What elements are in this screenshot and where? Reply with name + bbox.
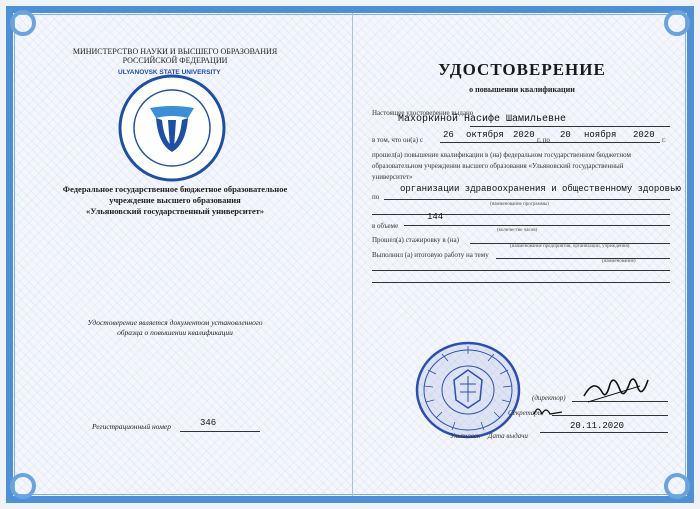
- official-seal: [414, 340, 522, 440]
- corner-ornament: [664, 473, 690, 499]
- issue-date-value: 20.11.2020: [570, 421, 625, 431]
- date-to-year: 2020: [633, 130, 655, 140]
- university-logo: [118, 69, 226, 182]
- period-line: [440, 142, 660, 143]
- final-work-line-2: [372, 270, 670, 271]
- program-caption: (наименование программы): [490, 202, 549, 207]
- final-work-label: Выполнил (а) итоговую работу на тему: [372, 251, 489, 259]
- body-line-3: университет»: [372, 173, 413, 181]
- issue-date-label: Дата выдачи: [488, 432, 528, 440]
- reg-number-value: 346: [200, 418, 217, 428]
- body-line-2: образовательном учреждении высшего образования «Ульяновский государственный: [372, 162, 624, 170]
- volume-line: [404, 225, 670, 226]
- page-fold: [352, 13, 353, 496]
- city-label: Ульяновск: [450, 432, 481, 440]
- date-to-day: 20: [560, 130, 571, 140]
- issue-date-line: [540, 432, 668, 433]
- body-line-1: прошел(а) повышение квалификации в (на) федеральном государственном бюджетном: [372, 151, 631, 159]
- logo-text: ULYANOVSK STATE UNIVERSITY: [118, 69, 221, 76]
- chairman-label: (директор): [532, 394, 566, 402]
- institution-line-1: Федеральное государственное бюджетное образовательное: [62, 184, 288, 194]
- final-work-line: [496, 258, 670, 259]
- program-line-2: [372, 214, 670, 215]
- internship-caption: (наименование предприятия, организации, учреждения): [510, 244, 630, 249]
- notice-line-1: Удостоверение является документом установленного: [87, 318, 263, 327]
- document-subtitle: о повышении квалификации: [469, 85, 575, 94]
- program-label: по: [372, 193, 380, 201]
- program-name: организации здравоохранения и общественному здоровью: [400, 184, 681, 194]
- institution-line-2: учреждение высшего образования: [109, 195, 241, 205]
- institution-line-3: «Ульяновский государственный университет»: [85, 206, 265, 216]
- volume-label: в объеме: [372, 222, 399, 230]
- reg-number-label: Регистрационный номер: [92, 422, 172, 431]
- internship-label: Прошел(а) стажировку в (на): [372, 236, 459, 244]
- chairman-signature: [580, 372, 652, 406]
- secretary-signature: [532, 402, 572, 418]
- corner-ornament: [664, 10, 690, 36]
- final-work-line-3: [372, 282, 670, 283]
- secretary-label: Секретарь: [508, 409, 541, 417]
- program-line: [384, 199, 670, 200]
- corner-ornament: [10, 10, 36, 36]
- final-work-caption: (наименование): [602, 259, 636, 264]
- issued-label: Настоящее удостоверение выдано: [372, 109, 474, 117]
- name-line: [470, 126, 670, 127]
- notice-line-2: образца о повышении квалификации: [117, 328, 233, 337]
- date-from-month: октября: [466, 130, 504, 140]
- to-label: г. по: [537, 136, 550, 144]
- date-to-month: ноября: [584, 130, 617, 140]
- holder-name: Махоркиной Насифе Шамильевне: [398, 114, 567, 125]
- date-from-day: 26: [443, 130, 454, 140]
- year-suffix: г.: [662, 136, 666, 144]
- corner-ornament: [10, 473, 36, 499]
- volume-value: 144: [427, 212, 444, 222]
- ministry-line-2: РОССИЙСКОЙ ФЕДЕРАЦИИ: [122, 56, 228, 65]
- ministry-line-1: МИНИСТЕРСТВО НАУКИ И ВЫСШЕГО ОБРАЗОВАНИЯ: [72, 47, 278, 56]
- document-title: УДОСТОВЕРЕНИЕ: [438, 60, 606, 79]
- period-label: в том, что он(а) с: [372, 136, 423, 144]
- volume-caption: (количество часов): [497, 228, 538, 233]
- reg-number-line: [180, 431, 260, 432]
- date-from-year: 2020: [513, 130, 535, 140]
